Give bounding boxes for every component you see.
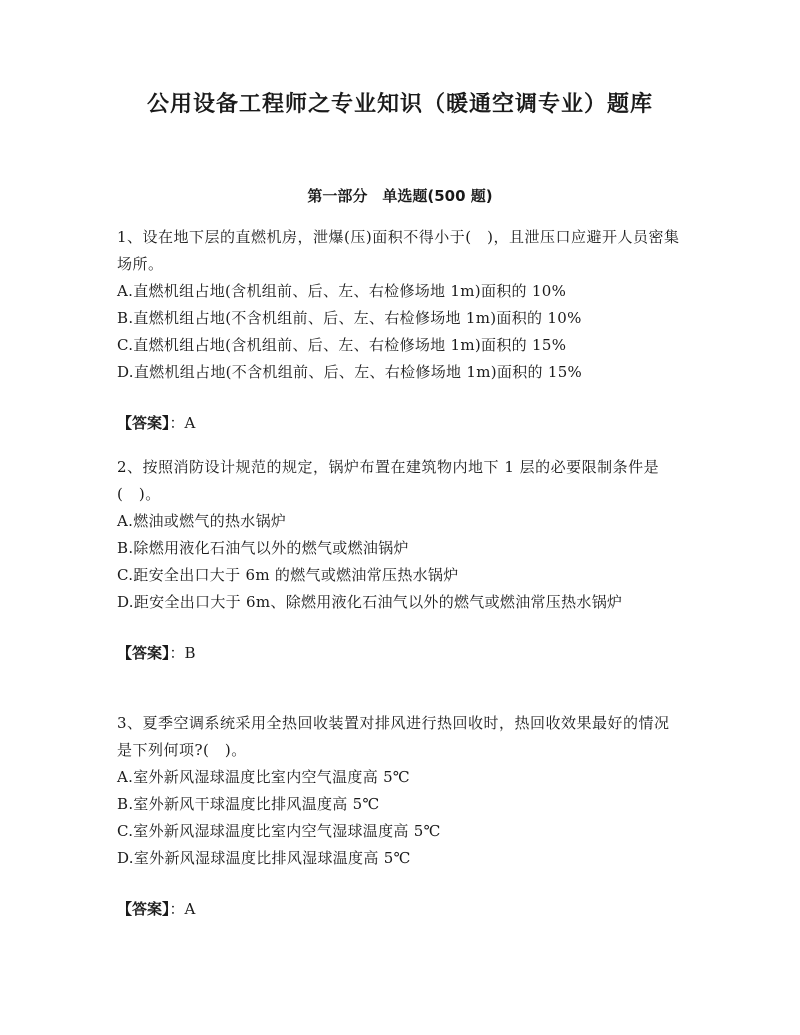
- answer-label: 【答案】: [117, 644, 170, 662]
- question-3: [117, 710, 683, 923]
- question-stem: 3、夏季空调系统采用全热回收装置对排风进行热回收时，热回收效果最好的情况是下列何项?( )。: [117, 714, 670, 759]
- document-title: 公用设备工程师之专业知识（暖通空调专业）题库: [146, 92, 653, 117]
- option-a: A.室外新风湿球温度比室内空气温度高 5℃: [117, 768, 410, 786]
- question-2: [117, 454, 683, 667]
- answer-line: [117, 410, 683, 437]
- option-a: A.直燃机组占地(含机组前、后、左、右检修场地 1m)面积的 10%: [117, 282, 567, 300]
- answer-line: [117, 640, 683, 667]
- option-b: B.室外新风干球温度比排风温度高 5℃: [117, 795, 380, 813]
- question-stem: 2、按照消防设计规范的规定，锅炉布置在建筑物内地下 1 层的必要限制条件是( )。: [117, 458, 660, 503]
- section-heading: 第一部分 单选题(500 题): [307, 187, 493, 205]
- answer-value: ：B: [169, 644, 196, 662]
- option-d: D.距安全出口大于 6m、除燃用液化石油气以外的燃气或燃油常压热水锅炉: [117, 593, 623, 611]
- option-c: C.直燃机组占地(含机组前、后、左、右检修场地 1m)面积的 15%: [117, 336, 567, 354]
- option-d: D.室外新风湿球温度比排风湿球温度高 5℃: [117, 849, 411, 867]
- option-c: C.距安全出口大于 6m 的燃气或燃油常压热水锅炉: [117, 566, 459, 584]
- option-a: A.燃油或燃气的热水锅炉: [117, 512, 287, 530]
- answer-value: ：A: [169, 414, 196, 432]
- answer-value: ：A: [169, 900, 196, 918]
- option-b: B.除燃用液化石油气以外的燃气或燃油锅炉: [117, 539, 409, 557]
- answer-label: 【答案】: [117, 414, 170, 432]
- option-d: D.直燃机组占地(不含机组前、后、左、右检修场地 1m)面积的 15%: [117, 363, 583, 381]
- question-1: [117, 224, 683, 437]
- option-c: C.室外新风湿球温度比室内空气湿球温度高 5℃: [117, 822, 441, 840]
- answer-line: [117, 896, 683, 923]
- question-stem: 1、设在地下层的直燃机房，泄爆(压)面积不得小于( )，且泄压口应避开人员密集场所。: [117, 228, 680, 273]
- answer-label: 【答案】: [117, 900, 170, 918]
- option-b: B.直燃机组占地(不含机组前、后、左、右检修场地 1m)面积的 10%: [117, 309, 582, 327]
